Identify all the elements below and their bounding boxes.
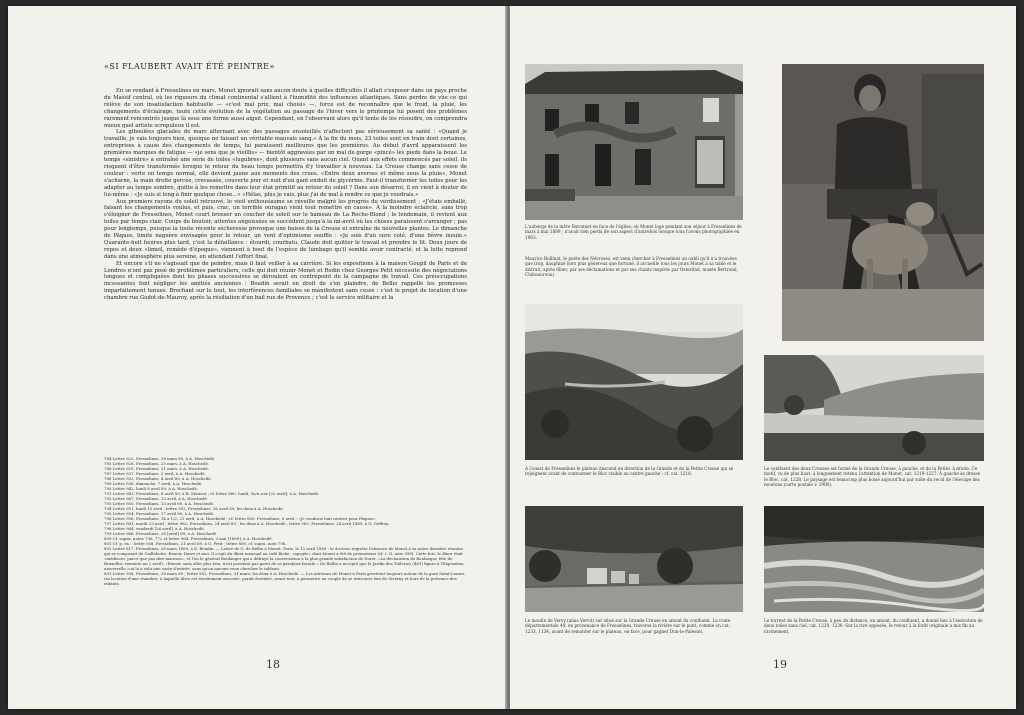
- footnotes: [104, 456, 467, 586]
- left-page: [8, 6, 506, 709]
- photo-confluent: [764, 355, 984, 461]
- footnote: 798 Lettre 964, vendredi [26 avril], à A. Hoschedé.: [104, 526, 205, 531]
- photo-torrent: [764, 506, 984, 612]
- paragraph: Les giboulées glaciales de mars alternant avec des passages ensoleillés n'affectent pas sérieusement sa santé : «Quand je travaille, je vais toujours bien, quoique ne faisant un véritable mauvais sang.» À la fin du mois, 23 toiles sont en train dont certaines, entreprises à cause des changements de temps, lui paraissent meilleures que les premières. Au début d'avril apparaissent les premières marques de fatigue — «je sens que je vieillis» — bientôt aggravées par un mal de gorge «pincé» les pieds dans la boue. Le temps «sinistre» a entraîné une série de toiles «lugubres», dont plusieurs sans aucun ciel. Quant aux effets commencés par soleil, ils risquent d'être transformés lorsque le retour du beau temps permettra d'y travailler à nouveau. La Creuse change sans cesse de couleur : verte en temps normal, elle devient jaune aux moments des crues. «Entre deux averses et même sous la pluie», Monet s'acharne, la main droite gercée, crevassée, couverte jour et nuit d'un gant enduit de glycérine. Faut-il transformer les toiles pour les adapter au temps sombre, quitte à les remettre dans leur état primitif au retour du soleil ? Dans son désarroi, il en vient à douter de lui-même : «Je suis si long à finir quelque chose...» «Hélas, plus je vais, plus j'ai de mal à rendre ce que je voudrais.»: [104, 129, 467, 198]
- photo-plateau: [525, 304, 743, 460]
- right-page: [510, 6, 1016, 709]
- chapter-heading: «SI FLAUBERT AVAIT ÉTÉ PEINTRE»: [104, 62, 275, 71]
- photo-moulin-vervy: [525, 506, 743, 612]
- photo-rollinat-portrait: [782, 64, 984, 341]
- footnote: 793 Lettre 950, Fresselines, 13 avril 89, à A. Hoschedé.: [104, 501, 215, 506]
- caption-confluent: Le confluent des deux Creuses est formé de la Grande Creuse, à gauche, et de la Petite, à droite. Ce motif, vu de plus haut, a longuement retenu l'attention de Monet, cat. 1219-1227. À gauche se dresse le Bloc, cat. 1228. Le paysage est beaucoup plus boisé aujourd'hui par suite du recul de l'élevage des moutons (carte postale v. 1900).: [764, 466, 981, 488]
- caption-plateau: À l'ouest de Fresselines le plateau descend en direction de la Grande et de la Petite Creuse qui se rejoignent avant de contourner le Bloc visible au centre gauche ; cf. cat. 1218.: [525, 466, 734, 477]
- footnote: 785 Lettre 926, Fresselines, 25 mars, à A. Hoschedé.: [104, 461, 210, 466]
- caption-torrent: Le torrent de la Petite Creuse, à peu de distance, en amont, du confluent, a donné lieu à l'exécution de deux toiles sans ciel, cat. 1229, 1230. Sur la rive opposée, le retour à la forêt originale a mis fin au ravinement.: [764, 618, 983, 634]
- footnote: 792 Lettre 947, Fresselines, 12 avril, à A. Hoschedé.: [104, 496, 209, 501]
- footnote: 787 Lettre 937, Fresselines, 2 avril, à A. Hoschedé.: [104, 471, 206, 476]
- footnote: 797 Lettre 961, mardi 23 avril ; lettre 962, Fresselines, 24 avril 89 ; les deux à A. Hoschedé ; lettre 963, Fresselines, 24 avril 1889, à G. Geffroy.: [104, 521, 390, 526]
- caption-rollinat: Maurice Rollinat, le poète des Névroses, est venu chercher à Fresselines un oubli qu'il n'a trouvées que trop, dauphiné hors plus généreux que fortuné, il accueille tous les jours Monet à sa table et le distrait, après dîner, par ses déclamations et par ses chants inspirés par Osterlind, musée Bertrand, Châteauroux).: [525, 256, 738, 278]
- page-number: 19: [773, 658, 787, 671]
- footnote: 790 Lettre 942, lundi 8 avril 89, à A. Hoschedé.: [104, 486, 199, 491]
- caption-auberge: L'auberge de la mère Baronnet en face de l'église, où Monet loge pendant son séjour à Fresselines de mars à mai 1889 ; n'avait rien perdu de son aspect d'autrefois lorsque tous l'avons photographiée en 1963.: [525, 224, 742, 240]
- footnote: 786 Lettre 925, Fresselines, 31 mars, à A. Hoschedé.: [104, 466, 210, 471]
- page-number: 18: [266, 658, 280, 671]
- footnote: 803 Lettre 938, Fresselines, 28 mars 89 ; lettre 952, Fresselines, 31 mars, les deux à A. Hoschedé. — Les adresses de Monet à Paris gravitent toujours autour de la gare Saint-Lazare, via location d'une chambre, à laquelle Alice est étroitement associée, paraît destinée, avant tout, à permettre au couple de se retrouver loin de Giverny et hors de la présence des enfants.: [104, 571, 466, 586]
- footnote: 784 Lettre 922, Fresselines, 26 mars 89, à A. Hoschedé.: [104, 456, 216, 461]
- footnote: 796 Lettre 958, Fresselines, 14 à 1/2, 21 avril, à A. Hoschedé ; cf. lettre 859. Fresselines, 6 avril : «Je voudrais tant rentrer pour Pâques».: [104, 516, 377, 521]
- caption-moulin-vervy: Le moulin de Vervy (alias Vervit) sur situé sur la Grande Creuse en amont du confluent. La route départementale 44, en provenance de Fresselines, traverse la rivière sur le pont, comme on cat. 1233, 1134, avant de remonter sur le plateau, en face, pour gagner Dun-le-Palestel.: [525, 618, 731, 634]
- footnote: 795 Lettre 954, Fresselines, 17 avril 89, à A. Hoschedé.: [104, 511, 215, 516]
- footnote: 791 Lettre 943, Fresselines, 8 avril 89, à B. Morisot ; cf. lettre 960, lundi, 3e/n soir [22 avril], à A. Hoschedé.: [104, 491, 320, 496]
- paragraph: En se rendant à Fresselines en mars, Monet ignorait sans aucun doute à quelles difficultés il allait s'exposer dans un pays proche du Massif central, où les rigueurs du climat continental s'allient à l'humidité des influences atlantiques. Sans perdre de vue ce qui relève de son insatisfaction habituelle — «c'est mal prix, mal choisi» —, force est de reconnaître que le froid, la pluie, les changements d'éclairage, toute cette évolution de la végétation au passage de l'hiver vers le printemps lui posent des problèmes rarement rencontrés jusque là sous une forme aussi aiguë. Cependant, en l'observant alors qu'il tente de les résoudre, on comprendra mieux quel artiste scrupuleux il est.: [104, 88, 467, 129]
- footnote: 801 Cf. p. ex. : lettre 958, Fresselines, 21 avril 89, à G. Petit ; lettre 859, cf. supra, note 798.: [104, 541, 287, 546]
- photo-auberge: [525, 64, 743, 220]
- body-text: [104, 88, 467, 302]
- paragraph: Et encore s'il ne s'agissait que de peindre, mais il faut veiller à sa carrière. Si les expositions à la maison Goupil de Paris et de Londres n'ont pas posé de problèmes particuliers, celle qui doit réunir Monet et Rodin chez Georges Petit nécessite des négociations longues et compliquées dont les phases successives se déroulent en contrepoint de la campagne de travail. Ces préoccupations incessantes font négliger les amitiés anciennes : Boudin serait en droit de s'en plaindre, de Bellio rappelle les promesses imparfaitement tenues. Brochant sur le tout, les interférences familiales se manifestent sans cesse : c'est le projet de location d'une chambre rue Godot-de-Mauroy, après la résiliation d'un bail rue de Provence ; c'est le service militaire et la: [104, 260, 467, 302]
- footnote: 789 Lettre 936, dimanche, 7 avril, à A. Hoschedé.: [104, 481, 203, 486]
- footnote: 802 Lettre 817, Fresselines, 28 mars 1889, à E. Boudin. — Lettre de G. de Bellio à Monet, Paris, le 12 avril 1889 : le docteur regrette l'absence de Monet à sa notre dernière réunion qui se composait de Caillebotte, Renoir, Duret et moi. Il s'agit du dîner mensuel au café Riche, «apogée» dont Monet a été de promoteurs (cf. t. II, note 398). Cette fois, le dîner était «médiocre, parce que pas dire mauvais», et l'on le général Boulanger qui a défrayé la conversation à la plus grande satisfaction de Duret. «La déclaration de Boulanger, fête de Bruxelles, remonte au 2 avril). «Renoir, sans aller plus loin, n'est pourtant pas guéri de sa paralysie faciale.» De Bellio a accepté que le Jardin des Tuileries (461) figure à l'Exposition universelle «où la a valu une carte d'entrée, sans qu'on aucune veux chercher le tableau.: [104, 546, 464, 571]
- paragraph: Aux premiers rayons du soleil retrouvé, le vieil enthousiasme se réveille malgré les progrès du verdissement : «J'étais emballé, faisant les changements voulus, et puis, crac, un terrible ouragan vient tout remettre en cause». À la moindre éclaircie, sans trop s'éloigner de Fresselines, Monet court brosser un coucher de soleil sur le hameau de La Roche-Blond ; le lendemain, il revient aux toiles par temps clair. Coups de boutoir, attentes angoissées se succèdent jusqu'à la mi-avril où les choses paraissent s'arranger ; pas pour longtemps, puisque la toute récente sécheresse provoque une baisse de la Creuse et entraîne de nouvelles plantes. Le dimanche de Pâques, limite naguère envisagée pour le retour, un vent d'optimisme souffle : «Je suis d'un sure coté, d'une fièvre inouïe.» Quarante-huit heures plus tard, c'est la défaillance : étourdi, courbatu, Claude doit quitter le travail et prendre le lit. Deux jours de repos et deux «limeil, remède d'époque», viennent à bout de l'espèce de lumbago qu'il semble avoir contracté, et la lutte reprend dans une atmosphère plus sereine, en attendant l'effort final.: [104, 198, 467, 260]
- footnote: 794 Lettre 951, lundi 15 avril ; lettre 952, Fresselines, 16 avril 89, les deux à A. Hoschedé.: [104, 506, 284, 511]
- footnote: 800 Cf. supra, notes 736, 772 et lettre 964, Fresselines, 3 mai [1889], à A. Hoschedé.: [104, 536, 273, 541]
- footnote: 799 Lettre 966, Fresselines, 28 [avril] 89, à A. Hoschedé.: [104, 531, 218, 536]
- footnote: 788 Lettre 932, Fresselines, 4 avril 89, à A. Hoschedé.: [104, 476, 212, 481]
